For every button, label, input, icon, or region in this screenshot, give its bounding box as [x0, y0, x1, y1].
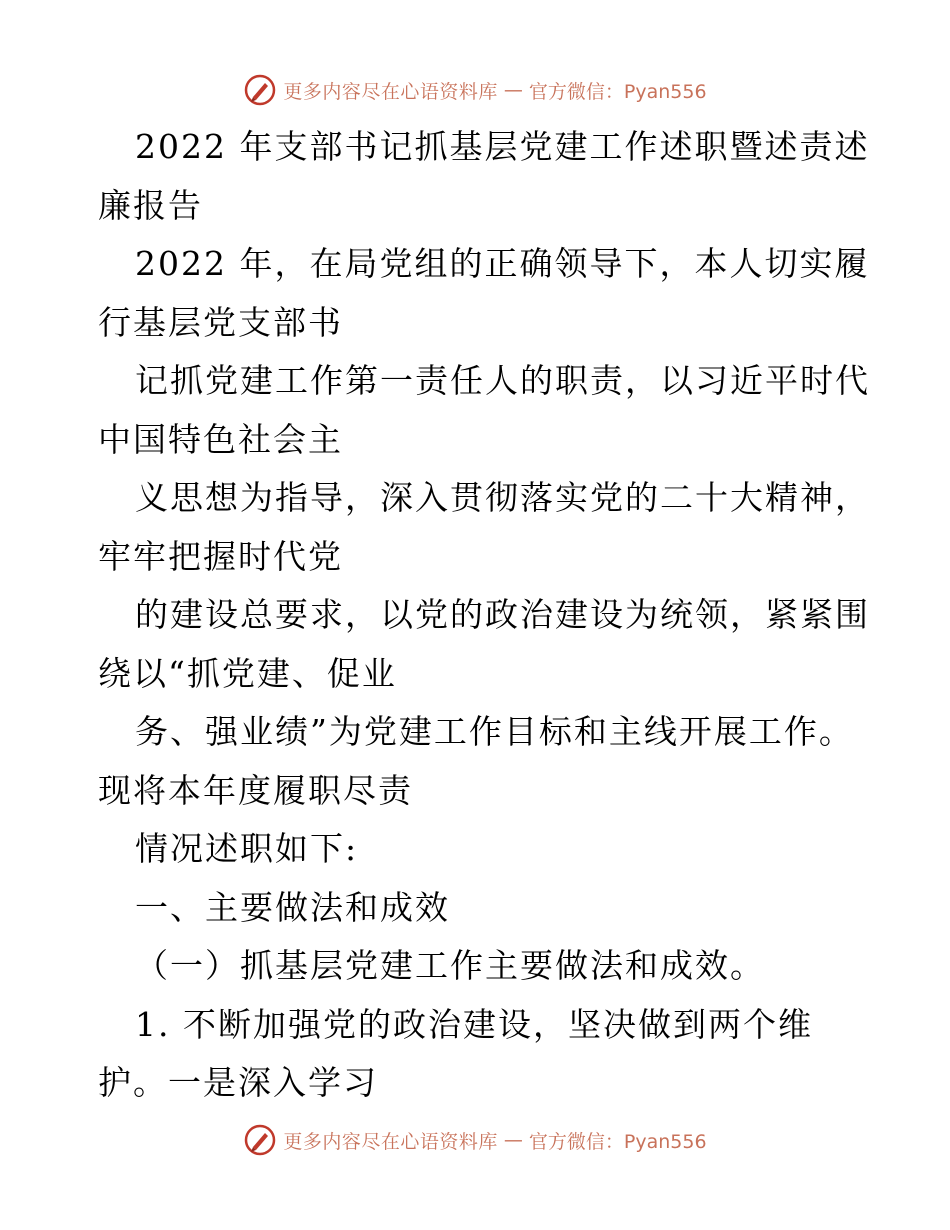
- text-line: 牢牢把握时代党: [98, 536, 343, 576]
- text-line: 行基层党支部书: [98, 302, 343, 342]
- text-line: 2022 年，在局党组的正确领导下，本人切实履: [135, 244, 870, 283]
- document-body: [98, 118, 870, 1113]
- pen-logo-icon: [243, 73, 277, 107]
- watermark-contact: 官方微信：Pyan556: [528, 80, 707, 103]
- watermark-text: 更多内容尽在心语资料库: [283, 1130, 498, 1153]
- text-line: 记抓党建工作第一责任人的职责，以习近平时代: [135, 361, 870, 400]
- watermark-header: [0, 70, 950, 110]
- watermark-separator: —: [503, 79, 523, 101]
- watermark-separator: —: [503, 1129, 523, 1151]
- text-line: 的建设总要求，以党的政治建设为统领，紧紧围: [135, 595, 870, 634]
- watermark-footer: [0, 1120, 950, 1160]
- text-line: 情况述职如下:: [135, 829, 359, 868]
- text-line: 绕以“抓党建、促业: [98, 653, 397, 693]
- text-line: 务、强业绩”为党建工作目标和主线开展工作。: [135, 712, 854, 751]
- text-line: 义思想为指导，深入贯彻落实党的二十大精神，: [135, 478, 870, 517]
- section-heading: 一、主要做法和成效: [135, 887, 450, 927]
- text-line: 2022 年支部书记抓基层党建工作述职暨述责述: [135, 127, 870, 166]
- watermark-contact: 官方微信：Pyan556: [528, 1130, 707, 1153]
- text-line: 1. 不断加强党的政治建设，坚决做到两个维: [135, 1004, 813, 1044]
- watermark-text: 更多内容尽在心语资料库: [283, 80, 498, 103]
- text-line: 廉报告: [98, 185, 203, 225]
- subsection-heading: （一）抓基层党建工作主要做法和成效。: [135, 946, 765, 985]
- text-line: 中国特色社会主: [98, 419, 343, 459]
- text-line: 现将本年度履职尽责: [98, 770, 413, 810]
- pen-logo-icon: [243, 1123, 277, 1157]
- text-line: 护。一是深入学习: [98, 1063, 378, 1102]
